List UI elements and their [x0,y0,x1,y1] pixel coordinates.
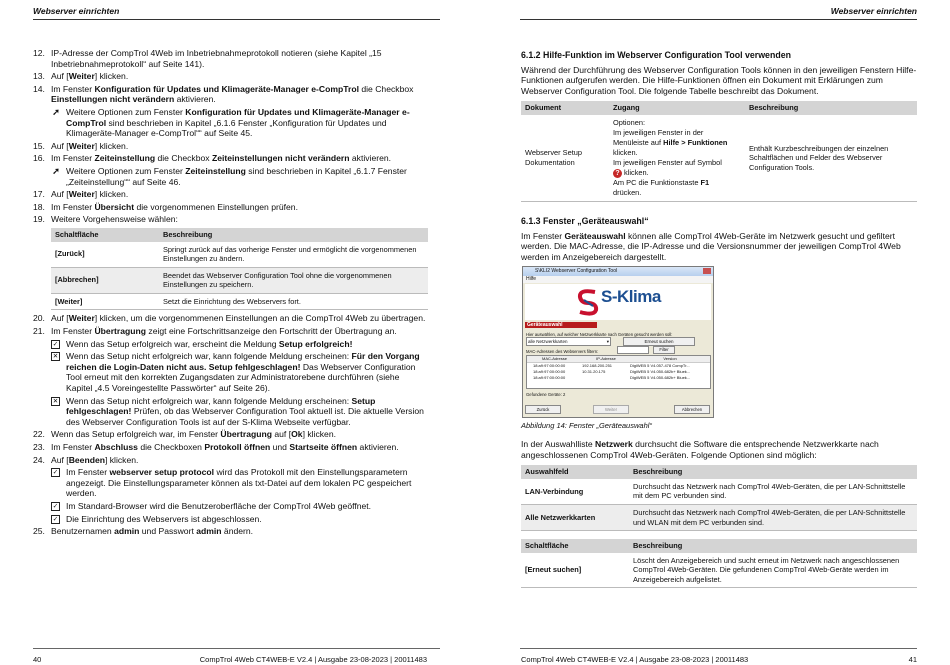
step-15: 15. Auf [Weiter] klicken. [33,140,129,151]
instruction-text: Hier auswählen, auf welcher Netzwerkkarte nach Geräten gesucht werden soll: [526,332,673,338]
logo-area [525,284,711,320]
s-klima-logo-icon [575,287,601,317]
table-cell: [Abbrechen] [51,267,159,293]
step-14-note: ➚ Weitere Optionen zum Fenster Konfiguration für Updates und Klimageräte-Manager e-CompTrol sind beschrieben in Kapitel „6.1.6 Fenster „Konfiguration für Updates und Klimageräte-Manager e-CompTrol““ auf Seite 45. [52,106,410,139]
window-titlebar: S\KLI2 Webserver Configuration Tool [523,267,713,276]
device-row[interactable]: 18:a9:97:00:00:00 192.168.200.251 DigiWEB 5 V4.057-478 CompTr... [533,363,690,369]
section-text: Im Fenster Geräteauswahl können alle CompTrol 4Web-Geräte im Netzwerk gesucht und gefiltert werden. Die MAC-Adresse, die IP-Adresse und die Versionsnummer der jeweiligen CompTrol 4Web werden im Anzeigebereich dargestellt. [521,230,901,262]
filter-label: MAC-Adressen des Webservers filtern: [526,349,599,355]
footer-divider-right [520,648,917,649]
step-25: 25. Benutzernamen admin und Passwort admin ändern. [33,526,254,537]
table-cell: Setzt die Einrichtung des Webservers fort. [159,293,428,310]
cross-box-icon: ✕ [52,397,59,405]
result-failure-login: ✕ Wenn das Setup nicht erfolgreich war, kann folgende Meldung erscheinen: Für den Vorgang reichen die Login-Daten nicht aus. Setup fehlgeschlagen! Das Webserver Configuration Tool erneut mit den korrekten Zugangsdaten zur Administratorebene durchführen (siehe Kapitel „4.5 Voreingestellte Passwörter“ auf Seite 26). [52,351,420,394]
check-box-icon: ✓ [52,340,59,348]
section-heading-6-1-2: 6.1.2 Hilfe-Funktion im Webserver Configuration Tool verwenden [521,50,791,60]
step-14: 14. Im Fenster Konfiguration für Updates und Klimageräte-Manager e-CompTrol die Checkbox Einstellungen nicht verändern aktivieren. ➚ Weitere Optionen zum Fenster Konfiguration für Updates und Klimageräte-Manager e-CompTrol sind beschrieben in Kapitel „6.1.6 Fenster „Konfiguration für Updates und Klimageräte-Manager e-CompTrol““ auf Seite 45. [33,84,428,139]
table-header: Schaltfläche [521,539,629,553]
step-13: 13. Auf [Weiter] klicken. [33,71,129,82]
network-select[interactable]: alle Netzwerkkarten ▾ [528,339,609,345]
footer-text-right: CompTrol 4Web CT4WEB-E V2.4 | Ausgabe 23-08-2023 | 20011483 [521,655,749,664]
table-cell: LAN-Verbindung [521,479,629,505]
table-cell: Alle Netzwerkkarten [521,504,629,530]
table-cell: Durchsucht das Netzwerk nach CompTrol 4Web-Geräten, die per LAN-Schnittstelle und WLAN mit dem PC verbunden sind. [629,504,917,530]
right-content [521,42,917,588]
right-page [475,0,950,665]
table-header: Beschreibung [745,101,917,115]
table-cell: Enthält Kurzbeschreibungen der einzelnen Schaltflächen und Felder des Webserver Configuration Tools. [745,115,917,202]
check-box-icon: ✓ [52,515,59,523]
result-protocol: ✓ Im Fenster webserver setup protocol wird das Protokoll mit den Einstellungsparametern angezeigt. Die Einstellungsparameter können als txt-Datei auf dem lokalen PC gespeichert werden. [52,467,412,499]
table-cell: [Zurück] [51,242,159,268]
window-menubar: Hilfe [523,276,713,283]
device-list-header: MAC-Adresse IP-Adresse Version [527,356,710,363]
step-19: 19. Weitere Vorgehensweise wählen: Schaltfläche Beschreibung [Zurück] Springt zurück auf das vorherige Fenster und ermöglicht die vorgenommenen Einstellungen zu ändern. [Abbrechen] Beendet das Webserver Configuration Tool ohne die vorgenommenen Einstellungen zu speichern. [Weiter] Setzt die Einrichtung des Webservers fort. [33,214,428,310]
table-cell: Beendet das Webserver Configuration Tool ohne die vorgenommenen Einstellungen zu speichern. [159,267,428,293]
table-cell: Durchsucht das Netzwerk nach CompTrol 4Web-Geräten, die per LAN-Schnittstelle mit dem PC verbunden sind. [629,479,917,505]
button-table [51,228,428,311]
search-button-table [521,539,917,588]
left-content [33,48,428,539]
result-success: ✓ Wenn das Setup erfolgreich war, erscheint die Meldung Setup erfolgreich! [52,338,353,349]
network-options-table [521,465,917,531]
cancel-button[interactable]: Abbrechen [674,405,710,414]
header-title-left: Webserver einrichten [33,6,120,16]
table-cell: Springt zurück auf das vorherige Fenster und ermöglicht die vorgenommenen Einstellungen zu ändern. [159,242,428,268]
table-cell: Optionen: Im jeweiligen Fenster in der Menüleiste auf Hilfe > Funktionen klicken. Im jeweiligen Fenster auf Symbol ? klicken. Am PC die Funktionstaste F1 drücken. [609,115,745,202]
back-button[interactable]: Zurück [525,405,561,414]
step-24: 24. Auf [Beenden] klicken. ✓ Im Fenster webserver setup protocol wird das Protokoll mit den Einstellungsparametern angezeigt. Die Einstellungsparameter können als txt-Datei auf dem lokalen PC gespeichert werden. ✓ Im Standard-Browser wird die Benutzeroberfläche der CompTrol 4Web geöffnet. ✓ Die Einrichtung des Webservers ist abgeschlossen. [33,455,428,525]
table-header: Beschreibung [629,465,917,479]
footer-divider-left [33,648,440,649]
help-table [521,101,917,202]
table-header: Zugang [609,101,745,115]
step-23: 23. Im Fenster Abschluss die Checkboxen Protokoll öffnen und Startseite öffnen aktivieren. [33,442,399,452]
table-cell: Webserver Setup Dokumentation [521,115,609,202]
page-number-right: 41 [908,655,917,664]
chevron-down-icon: ▾ [606,339,609,345]
table-header: Beschreibung [159,228,428,242]
table-header: Beschreibung [629,539,917,553]
device-row[interactable]: 18:a9:97:00:00:00 10.31.20.175 DigiWEB 5 V4.050-682b+ Bluek... [533,369,691,375]
step-20: 20. Auf [Weiter] klicken, um die vorgenommenen Einstellungen an die CompTrol 4Web zu übertragen. [33,313,426,324]
step-16-note: ➚ Weitere Optionen zum Fenster Zeiteinstellung sind beschrieben in Kapitel „6.1.7 Fenster „Zeiteinstellung““ auf Seite 46. [52,165,407,187]
header-divider-right [520,19,917,20]
device-list[interactable] [526,355,711,389]
section-heading-6-1-3: 6.1.3 Fenster „Geräteauswahl“ [521,215,649,226]
figure-caption: Abbildung 14: Fenster „Geräteauswahl“ [521,421,652,431]
close-icon [703,268,711,274]
table-header: Schaltfläche [51,228,159,242]
section-text: In der Auswahlliste Netzwerk durchsucht die Software die entsprechende Netzwerkkarte nach angeschlossenen CompTrol 4Web-Geräten. Folgende Optionen sind möglich: [521,438,879,460]
table-cell: Löscht den Anzeigebereich und sucht erneut im Netzwerk nach angeschlossenen CompTrol 4Web-Geräten. Die gefundenen CompTrol 4Web-Geräte werden im Anzeigebereich aufgelistet. [629,553,917,588]
step-22: 22. Wenn das Setup erfolgreich war, im Fenster Übertragung auf [Ok] klicken. [33,429,336,440]
cross-box-icon: ✕ [52,353,59,361]
device-selection-screenshot [522,266,714,418]
footer-text-left: CompTrol 4Web CT4WEB-E V2.4 | Ausgabe 23-08-2023 | 20011483 [199,655,427,664]
help-icon: ? [613,169,622,178]
table-header: Auswahlfeld [521,465,629,479]
device-count: Gefundene Geräte: 2 [526,392,566,398]
search-again-button[interactable]: Erneut suchen [623,337,695,346]
section-text: Während der Durchführung des Webserver Configuration Tools können in den jeweiligen Fenstern Hilfe-Funktionen aufgerufen werden. Die Hilfe-Funktionen öffnen ein Dokument mit Erklärungen zum Webserver Configuration Tool. Die folgende Tabelle beschreibt das Dokument. [521,64,917,96]
page-number-left: 40 [33,655,42,664]
step-17: 17. Auf [Weiter] klicken. [33,189,129,200]
right-arrow-icon: ➚ [52,165,60,176]
section-bar: Geräteauswahl [525,322,597,328]
header-divider-left [33,19,440,20]
table-cell: [Weiter] [51,293,159,310]
table-cell: [Erneut suchen] [521,553,629,588]
next-button[interactable]: Weiter [593,405,629,414]
check-box-icon: ✓ [52,469,59,477]
filter-input[interactable] [617,346,649,354]
check-box-icon: ✓ [52,502,59,510]
result-failure-setup: ✕ Wenn das Setup nicht erfolgreich war, kann folgende Meldung erscheinen: Setup fehlgeschlagen! Prüfen, ob das Webserver Configuration Tool aktuell ist. Die aktuelle Version des Webserver Configuration Tools ist auf der S-Klima Webseite verfügbar. [52,395,424,427]
filter-button[interactable]: Filter [653,346,675,354]
step-21: 21. Im Fenster Übertragung zeigt eine Fortschrittsanzeige den Fortschritt der Übertragung an. ✓ Wenn das Setup erfolgreich war, erscheint die Meldung Setup erfolgreich! ✕ Wenn das Setup nicht erfolgreich war, kann folgende Meldung erscheinen: Für den Vorgang reichen die Login-Daten nicht aus. Setup fehlgeschlagen! Das Webserver Configuration Tool erneut mit den korrekten Zugangsdaten zur Administratorebene durchführen (siehe Kapitel „4.5 Voreingestellte Passwörter“ auf Seite 26). ✕ Wenn das Setup nicht erfolgreich war, kann folgende Meldung erscheinen: Setup fehlgeschlagen! Prüfen, ob das Webserver Configuration Tool aktuell ist. Die aktuelle Version des Webserver Configuration Tools ist auf der S-Klima Webseite verfügbar. [33,326,428,427]
table-header: Dokument [521,101,609,115]
step-16: 16. Im Fenster Zeiteinstellung die Checkbox Zeiteinstellungen nicht verändern aktivieren. ➚ Weitere Optionen zum Fenster Zeiteinstellung sind beschrieben in Kapitel „6.1.7 Fenster „Zeiteinstellung““ auf Seite 46. [33,153,428,187]
logo-text: S-Klima [601,287,661,307]
step-12: 12. IP-Adresse der CompTrol 4Web im Inbetriebnahmeprotokoll notieren (siehe Kapitel „15 Inbetriebnahmeprotokoll“ auf Seite 141). [33,48,382,69]
step-18: 18. Im Fenster Übersicht die vorgenommenen Einstellungen prüfen. [33,201,298,212]
device-row[interactable]: 18:a9:97:00:00:00 DigiWEB 5 V4.050-682b+ Bluek... [533,375,691,381]
right-arrow-icon: ➚ [52,106,60,117]
header-title-right: Webserver einrichten [830,6,917,16]
result-browser: ✓ Im Standard-Browser wird die Benutzeroberfläche der CompTrol 4Web geöffnet. [52,500,372,511]
result-complete: ✓ Die Einrichtung des Webservers ist abgeschlossen. [52,513,262,524]
